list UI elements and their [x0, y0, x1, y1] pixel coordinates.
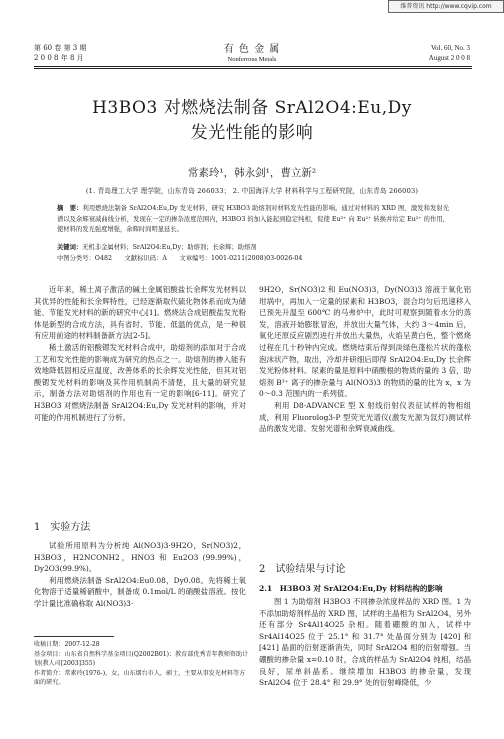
- footnote: [34, 640, 250, 688]
- section-2-heading: 2 试验结果与讨论: [259, 564, 346, 575]
- paper-title-line2: 发光性能的影响: [190, 123, 314, 143]
- footnote-author: 作者简介：常素玲(1976-)，女，山东烟台市人，硕士，主要从事发光材料等方面的研究。: [34, 669, 246, 687]
- keywords-label: 关键词：: [57, 244, 83, 251]
- intro-paragraph: 近年来，稀土离子激活的碱土金属铝酸盐长余辉发光材料以其优异的性能和长余辉特性，已经逐渐取代硫化物体系而成为储能、节能发光材料的新的研究中心[1]。燃烧法合成铝酸盐发光粉体是新型的合成方法，具有省时、节能、低温的优点，是一种很有应用前途的材料制备新方法[2-5]。: [34, 285, 246, 341]
- journal-en: Nonferrous Metals: [227, 56, 277, 63]
- keywords-text: 无机非金属材料；SrAl2O4:Eu,Dy；助熔剂；长余辉；助熔剂: [82, 244, 257, 251]
- header-rule-thin: [34, 68, 472, 69]
- procedure-paragraph: 9H2O，Sr(NO3)2 和 Eu(NO3)3，Dy(NO3)3 溶液于氧化铝坩埚中，再加入一定量的尿素和 H3BO3，混合均匀后迅速移入已预先升温至 600℃ 的马弗炉中，此时可观察到随着水分的蒸发，溶液开始膨胀冒泡，并放出大量气体，大约 3～4min 后，氧化还原反应剧烈进行并放出大量热，火焰呈黄白色，整个燃烧过程在几十秒钟内完成。燃烧结束后得到淡绿色蓬松片状的蓬松泡沫状产物，取出，冷却并研细后即得 SrAl2O4:Eu,Dy 长余辉发光粉体材料。尿素的量是原料中硝酸根的物质的量的 3 倍，助熔剂 B³⁺ 离子的掺杂量与 Al(NO3)3 的物质的量的比为 x，x 为 0～0.3 范围内的一系列值。: [259, 285, 471, 399]
- journal-cn: 有 色 金 属: [223, 44, 281, 55]
- section-1-body: [34, 540, 246, 610]
- paper-title-line1: H3BO3 对燃烧法制备 SrAl2O4:Eu,Dy: [92, 98, 412, 118]
- keywords: [57, 243, 449, 253]
- right-column-method: [259, 284, 471, 435]
- section-1-heading: 1 实验方法: [34, 522, 91, 533]
- subsection-2-1-heading: 2.1 H3BO3 对 SrAl2O4:Eu,Dy 材料结构的影响: [259, 584, 443, 593]
- abstract: [57, 204, 449, 236]
- method-paragraph: 利用燃烧法制备 SrAl2O4:Eu0.08，Dy0.08。先将稀土氧化物溶于适量稀硝酸中，制备成 0.1mol/L 的硝酸盐溶液。按化学计量比准确称取 Al(NO3)3·: [34, 575, 246, 608]
- date-cn: 2 0 0 8 年 8 月: [34, 54, 84, 62]
- left-column-intro: [34, 284, 246, 423]
- materials-paragraph: 试验所用原料为分析纯 Al(NO3)3·9H2O，Sr(NO3)2，H3BO3，H2NCONH2，HNO3 和 Eu2O3 (99.99%)，Dy2O3(99.9%)。: [34, 541, 246, 574]
- date-en: August 2 0 0 8: [428, 54, 470, 62]
- characterization-paragraph: 利用 D8-ADVANCE 型 X 射线衍射仪表征试样的物相组成，利用 Fluorolog3-P 型荧光光谱仪(激发光源为氙灯)测试样品的激发光谱、发射光谱和余辉衰减曲线。: [259, 400, 471, 434]
- header-rule: [34, 66, 472, 67]
- xrd-paragraph: 图 1 为助熔剂 H3BO3 不同掺杂浓度样品的 XRD 图。1 为不添加助熔剂样品的 XRD 图，试样的主晶相为 SrAl2O4，另外还有部分 Sr4Al14O25 杂相。随着硼酸的加入，试样中 Sr4Al14O25 位于 25.1° 和 31.7° 处晶面分别为 [420] 和 [421] 晶面的衍射逐渐消失，同时 SrAl2O4 相的衍射增强。当硼酸的掺杂量 x=0.10 时，合成的样品为 SrAl2O4 纯相，结晶良好，尿单斜晶系。继续增加 H3BO3 的掺杂量，发现 SrAl2O4 位于 28.4° 和 29.9° 处的衍射峰降低，少: [259, 597, 471, 688]
- affiliations: (1. 青岛理工大学 理学院，山东青岛 266033； 2. 中国海洋大学 材料科学与工程研究院，山东青岛 266003): [85, 187, 419, 195]
- abstract-label: 摘 要：: [57, 205, 83, 212]
- watermark: 维普资讯 http://www.cqvip.com: [388, 0, 504, 13]
- volume-en: Vol. 60, No. 3: [430, 44, 470, 52]
- section-2-1-body: [259, 596, 471, 689]
- footnote-rule: [34, 636, 114, 637]
- abstract-text: 利用燃烧法制备 SrAl2O4:Eu,Dy 发光材料，研究 H3BO3 助熔剂对材料发光性能的影响。通过对材料的 XRD 图、激发和发射光谱以及余辉衰减曲线分析，发现在一定的掺杂浓度范围内，H3BO3 的加入能起到稳定纯相，促使 Eu³⁺ 向 Eu²⁺ 转换并给定 Eu²⁺ 的作用，使材料的发光强度增强，余辉时间明显延长。: [57, 205, 450, 233]
- classification: 中图分类号：O482 文献标识码：A 文章编号：1001-0211(2008)03-0026-04: [57, 255, 303, 262]
- volume-cn: 第 60 卷 第 3 期: [34, 44, 87, 52]
- footnote-fund: 基金项目：山东省自然科学基金项目(Q2002B01)；教育部优秀青年教师资助计划(教人司[2003]355): [34, 650, 249, 668]
- authors: 常素玲¹，韩永剑¹，曹立新²: [187, 167, 317, 179]
- intro-paragraph: 稀土激活的铝酸锶发光材料合成中，助熔剂的添加对于合成工艺和发光性能的影响成为研究的热点之一。助熔剂的掺入能有效地降低固相反应温度，改善体系的长余辉发光性能，但其对铝酸锶发光材料的影响及其作用机制尚不清楚，且大量的研究显示，制备方法对助熔剂的作用也有一定的影响[6-11]。研究了 H3BO3 对燃烧法制备 SrAl2O4:Eu,Dy 发光材料的影响，并对可能的作用机制进行了分析。: [34, 342, 246, 422]
- footnote-received: 收稿日期：2007-12-28: [34, 641, 100, 648]
